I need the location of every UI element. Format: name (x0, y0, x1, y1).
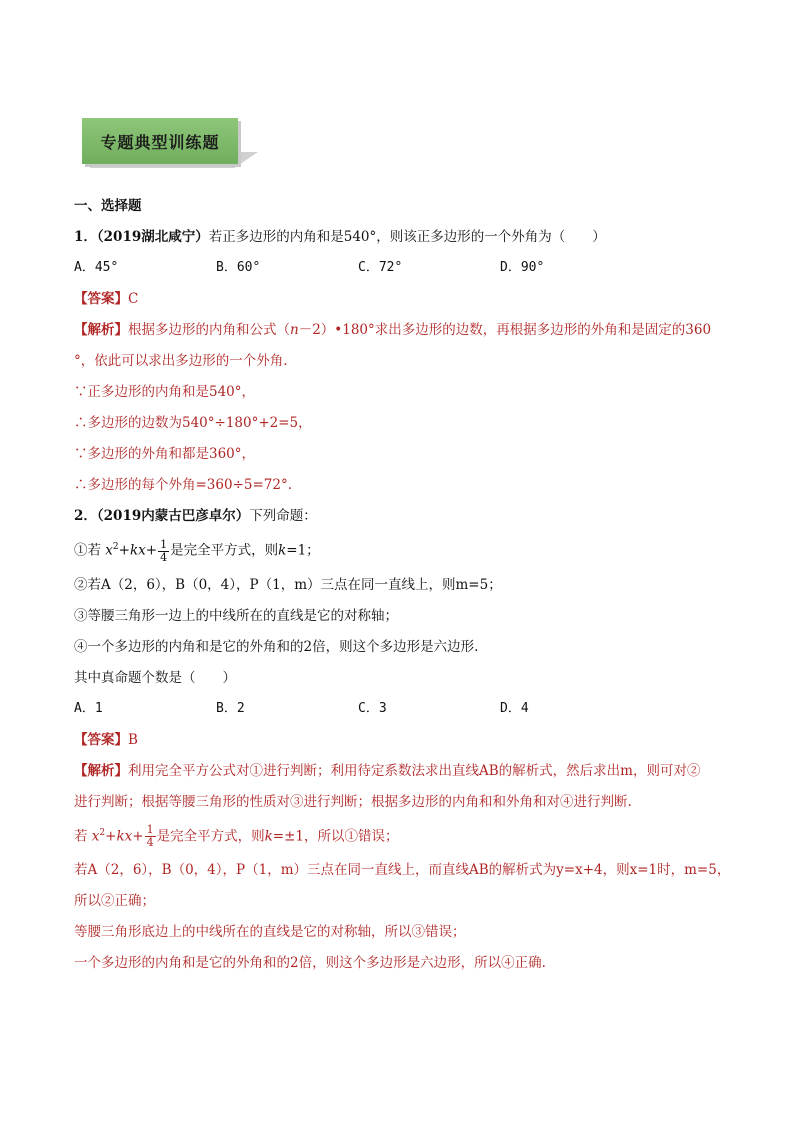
option-a: A．1 (74, 700, 103, 716)
proposition-2: ②若A（2，6），B（0，4），P（1，m）三点在同一直线上，则m=5； (74, 576, 502, 593)
solution-step-1 (74, 823, 734, 850)
var-k: k (278, 542, 287, 559)
option-d: D．4 (500, 700, 529, 716)
solution-step-2: ∴多边形的边数为540°÷180°+2=5， (74, 415, 312, 431)
solution-step-1: ∵正多边形的内角和是540°， (74, 384, 256, 400)
section-banner (82, 118, 262, 168)
solution-step-3: ∵多边形的外角和都是360°， (74, 446, 256, 462)
step-text: =±1，所以①错误； (272, 828, 399, 844)
fraction (158, 539, 169, 564)
question-source: （2019内蒙古巴彦卓尔） (96, 508, 250, 524)
question-2-ask: 其中真命题个数是（ ） (74, 669, 236, 686)
banner-title: 专题典型训练题 (82, 118, 238, 164)
prop-text: =1； (286, 542, 320, 559)
analysis-tag: 【解析】 (74, 762, 128, 779)
option-b: B．60° (216, 260, 261, 275)
proposition-4: ④一个多边形的内角和是它的外角和的2倍，则这个多边形是六边形. (74, 638, 479, 655)
fraction-numerator: 1 (146, 823, 154, 836)
analysis-text: －2）•180°求出多边形的边数，再根据多边形的外角和是固定的360 (298, 322, 712, 338)
question-source: （2019湖北咸宁） (96, 229, 209, 245)
analysis-tag: 【解析】 (74, 322, 128, 338)
option-b: B．2 (216, 700, 245, 716)
option-d: D．90° (500, 260, 545, 275)
option-c: C．3 (358, 700, 387, 716)
plus-sign: + (145, 542, 158, 559)
section-heading: 一、选择题 (74, 198, 142, 214)
question-2-answer (74, 730, 734, 750)
question-text: 若正多边形的内角和是540°，则该正多边形的一个外角为（ ） (208, 229, 606, 245)
exponent: 2 (112, 542, 119, 552)
var-kx: kx (116, 828, 133, 844)
solution-step-4: 一个多边形的内角和是它的外角和的2倍，则这个多边形是六边形，所以④正确. (74, 955, 546, 971)
question-1-options (74, 258, 734, 278)
answer-tag: 【答案】 (74, 731, 128, 748)
question-1-analysis (74, 320, 734, 340)
var-x: x (105, 542, 113, 559)
question-number: 2． (74, 508, 97, 524)
answer-value: C (128, 291, 139, 307)
fraction-denominator: 4 (146, 836, 154, 849)
fraction-numerator: 1 (160, 537, 168, 551)
fraction-denominator: 4 (160, 550, 168, 564)
solution-step-3: 等腰三角形底边上的中线所在的直线是它的对称轴，所以③错误； (74, 924, 466, 940)
answer-value: B (128, 731, 138, 748)
exponent: 2 (99, 827, 106, 838)
prop-text: ①若 (74, 542, 106, 559)
var-k: k (264, 828, 273, 844)
proposition-1 (74, 537, 734, 564)
var-kx: kx (129, 542, 146, 559)
option-a: A．45° (74, 260, 119, 275)
question-2-analysis (74, 761, 734, 781)
question-1-analysis-cont: °，依此可以求出多边形的一个外角. (74, 353, 288, 369)
fraction (145, 824, 156, 849)
proposition-3: ③等腰三角形一边上的中线所在的直线是它的对称轴； (74, 607, 398, 624)
question-number: 1． (74, 229, 97, 245)
question-2-options (74, 699, 734, 719)
solution-step-2: 若A（2，6），B（0，4），P（1，m）三点在同一直线上，而直线AB的解析式为y=x+4，则x=1时，m=5， (74, 862, 731, 878)
prop-text: 是完全平方式，则 (170, 542, 279, 559)
solution-step-2-cont: 所以②正确； (74, 893, 155, 909)
var-x: x (91, 828, 100, 844)
plus-sign: + (118, 542, 130, 559)
plus-sign: + (105, 828, 117, 844)
document-body (74, 196, 734, 984)
question-text: 下列命题： (249, 508, 317, 524)
plus-sign: + (132, 828, 144, 844)
answer-tag: 【答案】 (74, 291, 128, 307)
question-2-stem (74, 506, 734, 526)
variable-n: n (290, 322, 299, 338)
step-text: 是完全平方式，则 (156, 828, 265, 844)
option-c: C．72° (358, 260, 403, 275)
question-1-stem (74, 227, 734, 247)
solution-step-4: ∴多边形的每个外角=360÷5=72°. (74, 477, 293, 493)
step-text: 若 (74, 828, 92, 844)
question-1-answer (74, 289, 734, 309)
analysis-text: 根据多边形的内角和公式（ (128, 322, 290, 338)
analysis-text: 利用完全平方公式对①进行判断；利用待定系数法求出直线AB的解析式，然后求出m，则可对② (128, 762, 701, 779)
question-2-analysis-cont: 进行判断；根据等腰三角形的性质对③进行判断；根据多边形的内角和和外角和对④进行判断. (74, 793, 632, 810)
